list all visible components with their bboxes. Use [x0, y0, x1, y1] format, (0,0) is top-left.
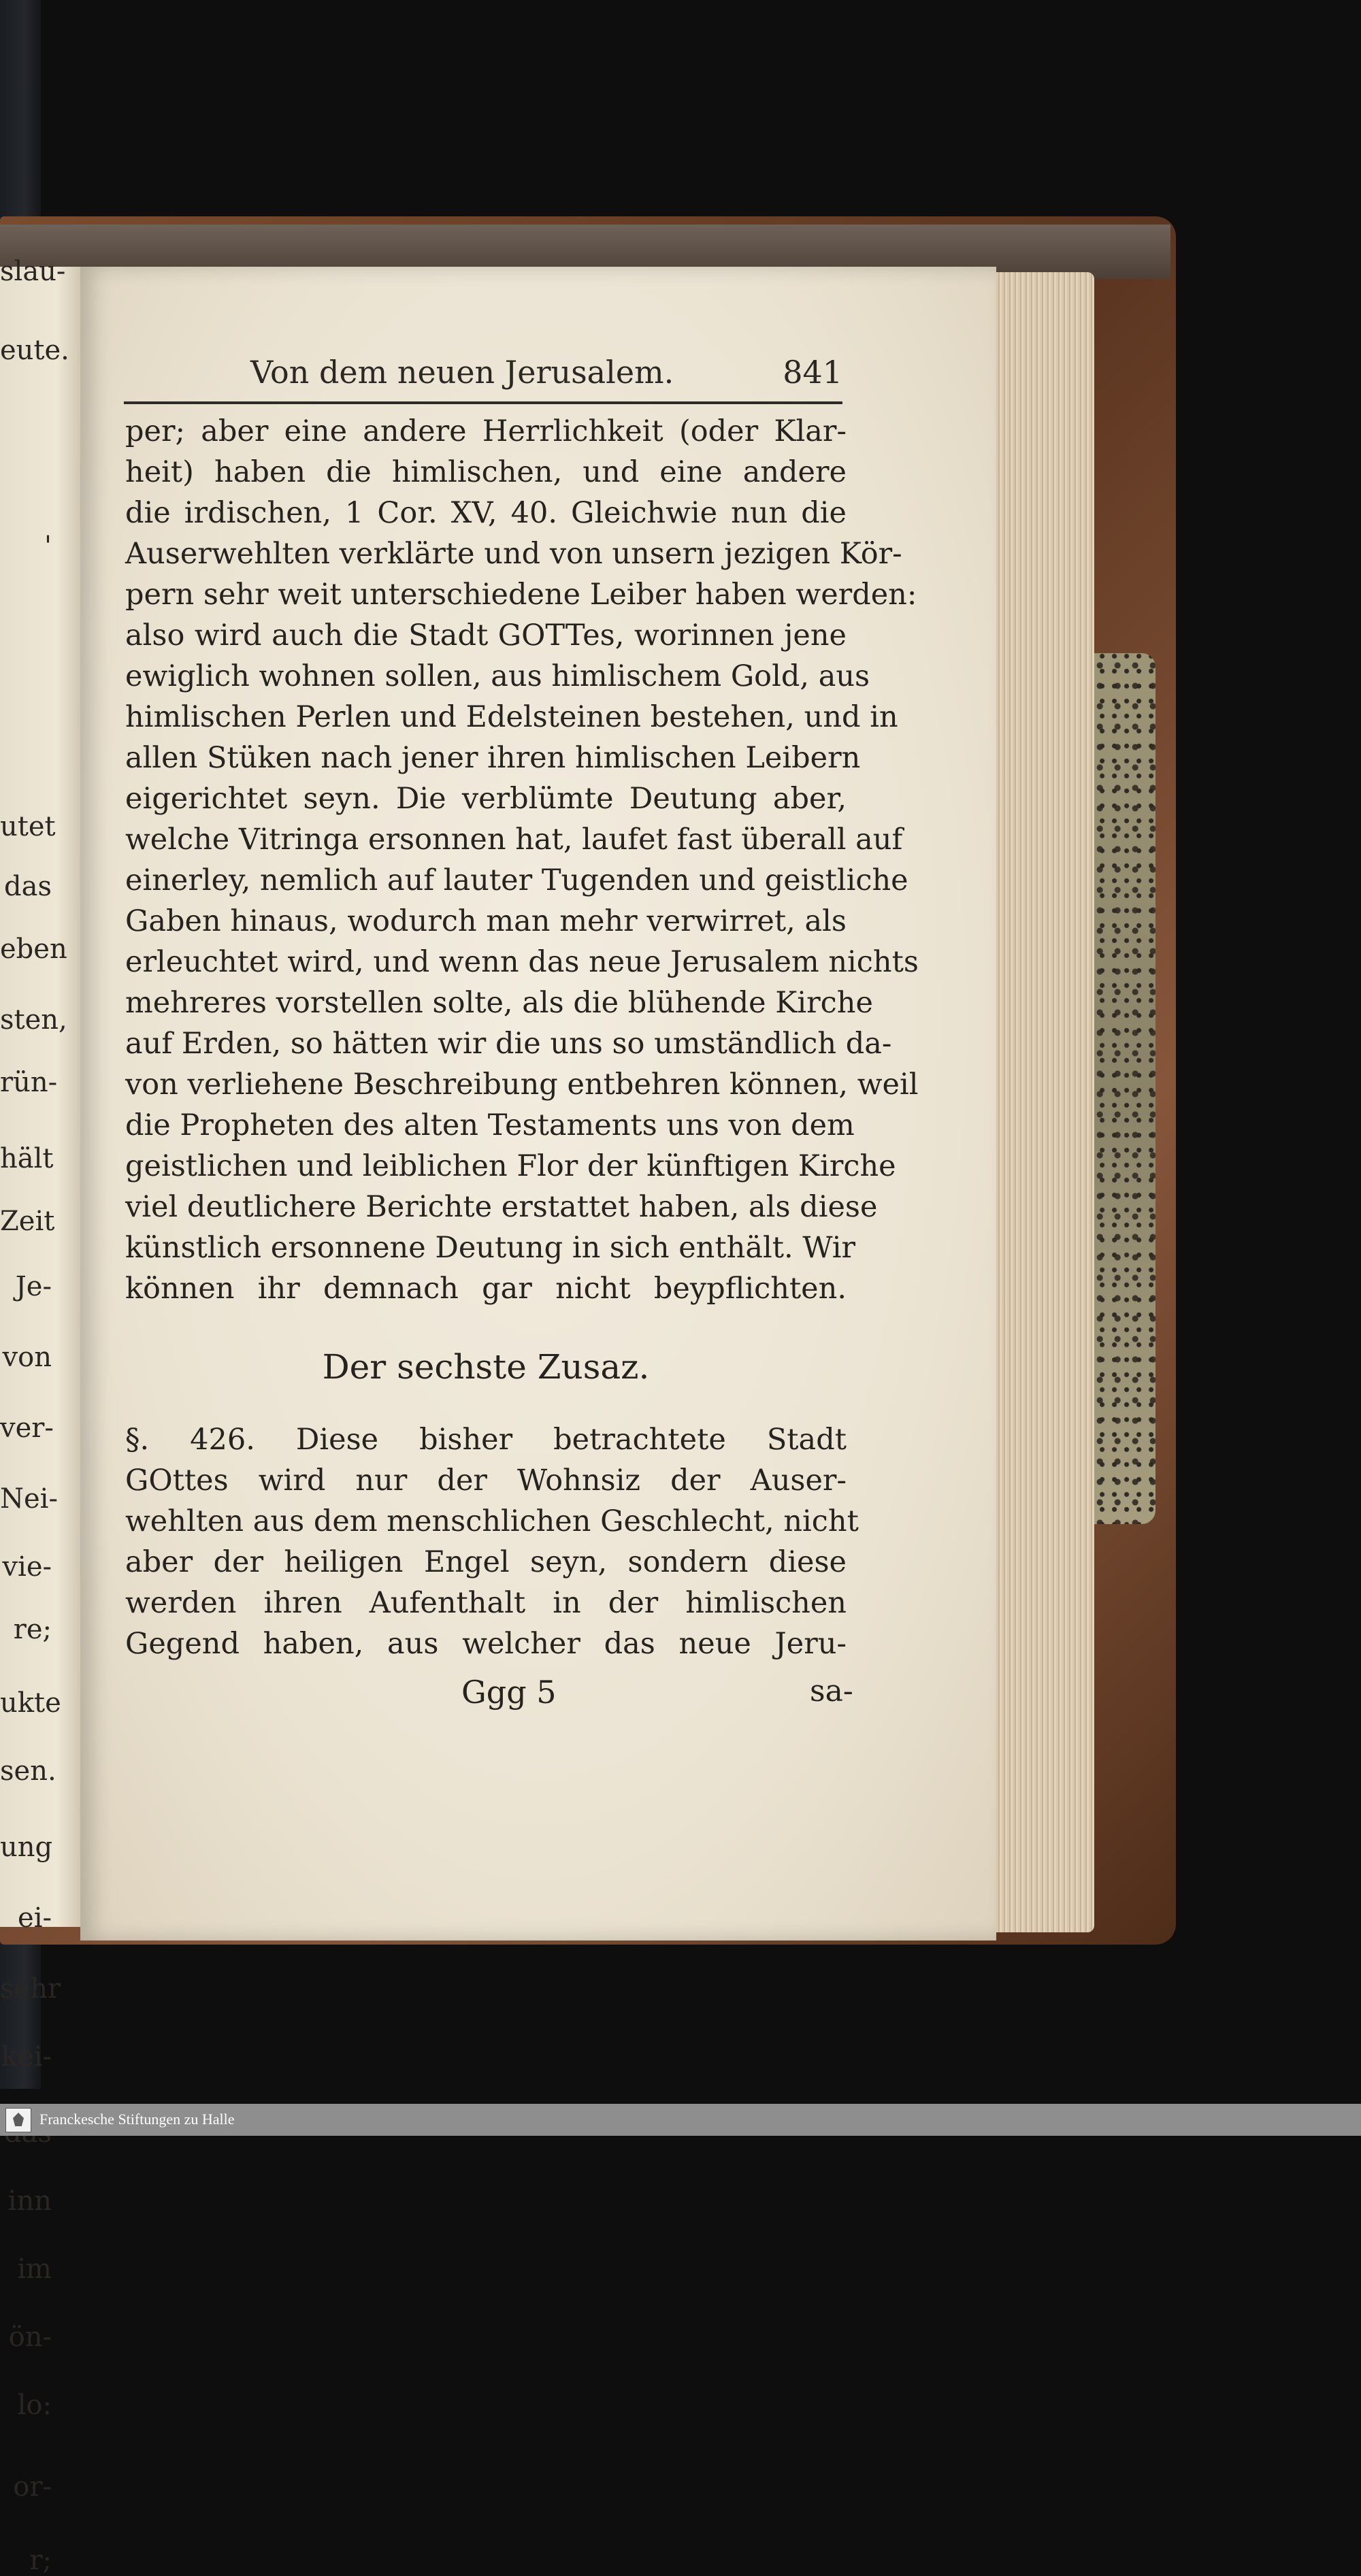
left-page-fragment: Zeit	[0, 1206, 55, 1237]
section-paragraph	[125, 1419, 859, 1664]
institution-logo-icon	[5, 2108, 31, 2132]
left-page-fragment: ön-	[8, 2322, 52, 2353]
footer-bar	[0, 2104, 1361, 2136]
left-page-fragment: or-	[13, 2471, 52, 2503]
left-page-fragment: hält	[0, 1143, 54, 1174]
text-line: erleuchtet wird, und wenn das neue Jerusalem nichts	[125, 945, 919, 979]
left-page-fragment: sten,	[0, 1004, 67, 1036]
text-line: viel deutlichere Berichte erstattet haben, als diese	[125, 1190, 878, 1224]
catchword: sa-	[810, 1674, 853, 1708]
left-page-fragment: ung	[0, 1832, 53, 1863]
previous-page-fragment	[0, 256, 82, 2576]
section-heading: Der sechste Zusaz.	[322, 1347, 650, 1387]
left-page-fragment: '	[44, 531, 52, 562]
text-line: per; aber eine andere Herrlichkeit (oder Klar-	[125, 414, 847, 448]
left-page-fragment: eben	[0, 934, 67, 965]
left-page-fragment: von	[2, 1342, 52, 1373]
left-page-fragment: inn	[7, 2185, 52, 2217]
text-line: himlischen Perlen und Edelsteinen bestehen, und in	[125, 700, 898, 734]
left-page-fragment: Je-	[15, 1271, 52, 1302]
text-line: können ihr demnach gar nicht beypflichten.	[125, 1272, 847, 1306]
page-number: 841	[783, 354, 842, 391]
left-page-fragment: ver-	[0, 1413, 54, 1444]
text-line: geistlichen und leiblichen Flor der künftigen Kirche	[125, 1149, 896, 1183]
text-line: von verliehene Beschreibung entbehren können, weil	[125, 1068, 919, 1102]
text-line: auf Erden, so hätten wir die uns so umständlich da-	[125, 1027, 892, 1061]
page-fore-edge	[985, 272, 1094, 1932]
text-line: heit) haben die himlischen, und eine andere	[125, 455, 847, 489]
left-page-fragment: sen.	[0, 1755, 56, 1787]
text-line: wehlten aus dem menschlichen Geschlecht, nicht	[125, 1504, 859, 1538]
text-line: aber der heiligen Engel seyn, sondern diese	[125, 1545, 847, 1579]
left-page-fragment: r;	[29, 2545, 52, 2576]
left-page-fragment: sehr	[0, 1973, 61, 2004]
text-line: einerley, nemlich auf lauter Tugenden und geistliche	[125, 863, 908, 897]
left-page-fragment: utet	[0, 811, 56, 842]
left-page-fragment: slau-	[0, 256, 66, 287]
text-line: künstlich ersonnene Deutung in sich enthält. Wir	[125, 1231, 856, 1265]
text-line: mehreres vorstellen solte, als die blühende Kirche	[125, 986, 873, 1020]
text-line: welche Vitringa ersonnen hat, laufet fast überall auf	[125, 823, 903, 857]
text-line: Gaben hinaus, wodurch man mehr verwirret, als	[125, 904, 847, 938]
left-page-fragment: rün-	[0, 1067, 58, 1098]
text-line: pern sehr weit unterschiedene Leiber haben werden:	[125, 578, 917, 612]
left-page-fragment: Nei-	[0, 1483, 58, 1515]
body-text	[125, 411, 919, 1309]
text-line: eigerichtet seyn. Die verblümte Deutung aber,	[125, 782, 847, 816]
text-line: also wird auch die Stadt GOTTes, worinnen jene	[125, 618, 847, 653]
left-page-fragment: re;	[13, 1614, 52, 1645]
left-page-fragment: das	[4, 871, 52, 902]
marbled-edge	[1087, 653, 1155, 1524]
running-title: Von dem neuen Jerusalem.	[250, 354, 674, 391]
left-page-fragment: kei-	[1, 2041, 52, 2073]
left-page-fragment: eute.	[0, 335, 69, 366]
text-line: §. 426. Diese bisher betrachtete Stadt	[125, 1423, 847, 1457]
left-page-fragment: ukte	[0, 1687, 61, 1719]
text-line: ewiglich wohnen sollen, aus himlischem Gold, aus	[125, 659, 870, 693]
text-line: werden ihren Aufenthalt in der himlischen	[125, 1586, 847, 1620]
left-page-fragment: ei-	[18, 1902, 52, 1934]
left-page-fragment: vie-	[2, 1551, 52, 1583]
footer-label: Franckesche Stiftungen zu Halle	[39, 2111, 235, 2128]
text-line: GOttes wird nur der Wohnsiz der Auser-	[125, 1464, 847, 1498]
header-rule	[124, 401, 842, 404]
text-line: die irdischen, 1 Cor. XV, 40. Gleichwie nun die	[125, 496, 847, 530]
text-line: Auserwehlten verklärte und von unsern jezigen Kör-	[125, 537, 902, 571]
signature-mark: Ggg 5	[461, 1674, 557, 1711]
left-page-fragment: im	[17, 2253, 52, 2285]
text-line: die Propheten des alten Testaments uns von dem	[125, 1108, 855, 1142]
page-header	[121, 354, 842, 395]
text-line: allen Stüken nach jener ihren himlischen Leibern	[125, 741, 861, 775]
text-line: Gegend haben, aus welcher das neue Jeru-	[125, 1627, 847, 1661]
left-page-fragment: lo:	[17, 2390, 52, 2421]
